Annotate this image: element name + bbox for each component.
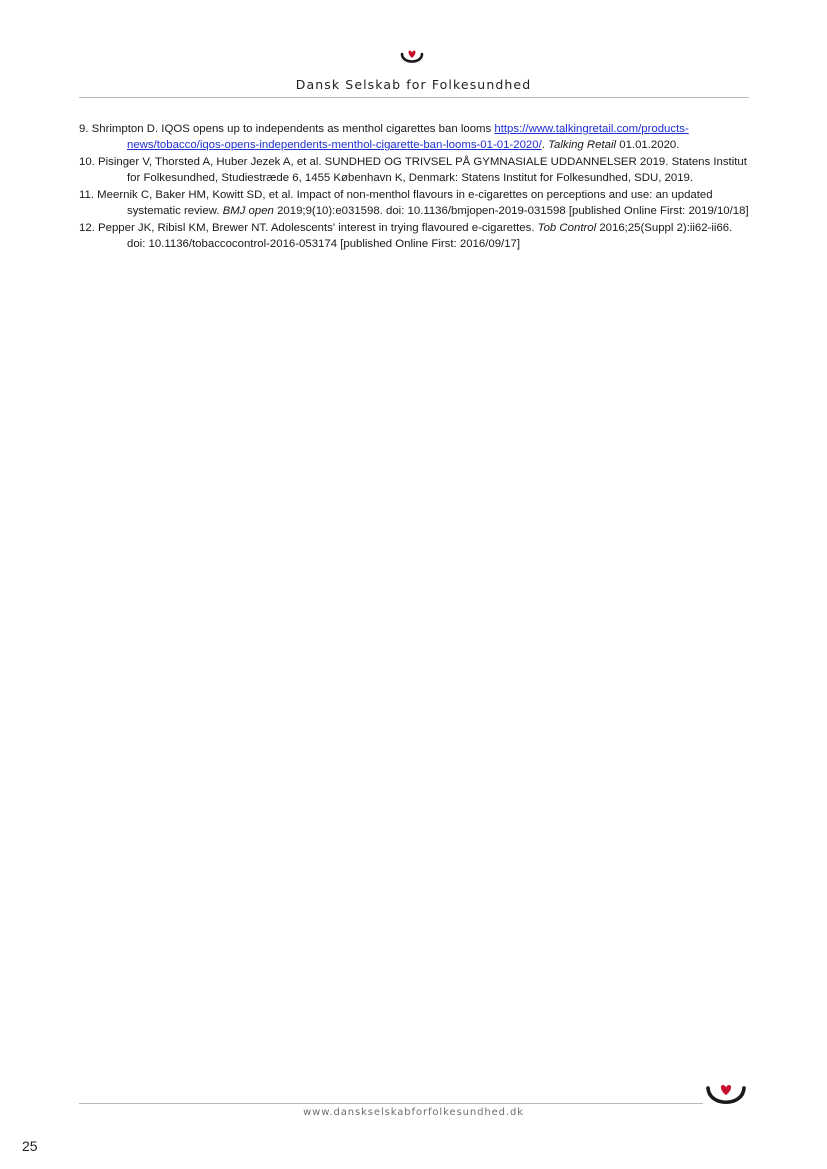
reference-punctuation: . bbox=[541, 139, 545, 152]
reference-item bbox=[79, 220, 749, 252]
reference-number: 11. bbox=[79, 189, 94, 201]
footer-divider bbox=[79, 1103, 703, 1104]
reference-item bbox=[79, 121, 749, 153]
reference-text: Pisinger V, Thorsted A, Huber Jezek A, et al. SUNDHED OG TRIVSEL PÅ GYMNASIALE UDDANNELSER 2019. Statens Institut for Folkesundhed, Studiestræde 6, 1455 København K, Denmark: Statens Institut for Folkesundhed, SDU, 2019. bbox=[98, 156, 747, 185]
reference-journal: Talking Retail bbox=[548, 139, 617, 152]
reference-list bbox=[79, 121, 749, 253]
reference-text: Shrimpton D. IQOS opens up to independents as menthol cigarettes ban looms bbox=[91, 123, 492, 135]
reference-text: Meernik C, Baker HM, Kowitt SD, et al. Impact of non-menthol flavours in e-cigarettes on perceptions and use: an updated systematic review. bbox=[97, 189, 713, 218]
reference-number: 12. bbox=[79, 222, 95, 234]
reference-citation: 2016;25(Suppl 2):ii62-ii66. doi: 10.1136/tobaccocontrol-2016-053174 [published Online First: 2016/09/17] bbox=[127, 222, 733, 251]
heart-smile-logo-icon bbox=[703, 1080, 749, 1110]
heart-smile-logo-icon bbox=[398, 46, 426, 70]
reference-text: Pepper JK, Ribisl KM, Brewer NT. Adolescents' interest in trying flavoured e-cigarettes. bbox=[98, 222, 535, 234]
reference-journal: BMJ open bbox=[222, 205, 274, 218]
reference-item bbox=[79, 187, 749, 219]
reference-link[interactable]: https://www.talkingretail.com/products-news/tobacco/iqos-opens-independents-menthol-cigarette-ban-looms-01-01-2020/ bbox=[127, 123, 689, 152]
org-name: Dansk Selskab for Folkesundhed bbox=[295, 77, 532, 92]
reference-date: 01.01.2020. bbox=[619, 139, 680, 152]
reference-item bbox=[79, 154, 749, 186]
reference-number: 9. bbox=[79, 123, 89, 135]
header-divider bbox=[79, 97, 749, 98]
reference-journal: Tob Control bbox=[537, 222, 597, 234]
page-number: 25 bbox=[22, 1138, 38, 1154]
website-url: www.danskselskabforfolkesundhed.dk bbox=[303, 1107, 524, 1118]
reference-number: 10. bbox=[79, 156, 95, 168]
reference-citation: 2019;9(10):e031598. doi: 10.1136/bmjopen-2019-031598 [published Online First: 2019/10/18] bbox=[277, 205, 749, 218]
